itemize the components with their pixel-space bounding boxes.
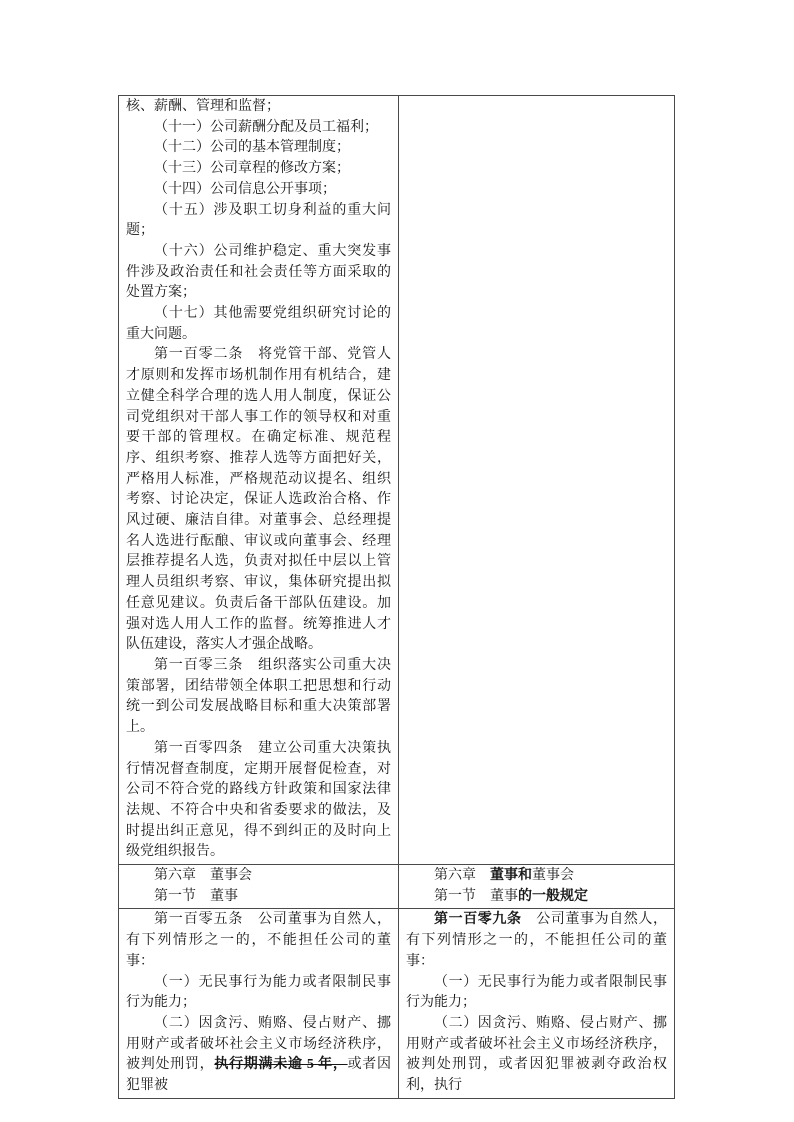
new-version-cell-row2	[399, 865, 675, 909]
table-row-director-article	[119, 909, 675, 1098]
text-run: 第一节 董事	[434, 888, 518, 904]
text-run: （二）因贪污、贿赂、侵占财产、挪用财产或者破坏社会主义市场经济秩序，被判处刑罚，	[126, 1015, 391, 1073]
text-run: 或者因犯罪被	[126, 1057, 392, 1094]
paragraph	[406, 866, 667, 887]
text-run: 第一百零三条 组织落实公司重大决策部署，团结带领全体职工把思想和行动统一到公司发展战略目标和重大决策部署上。	[126, 657, 391, 736]
paragraph	[126, 118, 391, 139]
text-run: 第一百零五条 公司董事为自然人，有下列情形之一的，不能担任公司的董事：	[126, 912, 391, 969]
text-run: 公司董事为自然人，有下列情形之一的，不能担任公司的董事：	[406, 912, 668, 969]
paragraph	[126, 887, 391, 908]
revised-text-run: 的一般规定	[518, 888, 588, 904]
text-run: （十五）涉及职工切身利益的重大问题；	[126, 202, 391, 239]
paragraph	[126, 345, 391, 656]
text-run: （一）无民事行为能力或者限制民事行为能力；	[406, 974, 667, 1011]
paragraph	[126, 97, 391, 118]
paragraph	[126, 242, 391, 304]
text-run: 第六章	[434, 868, 490, 884]
paragraph	[126, 159, 391, 180]
text-run: 第六章 董事会	[154, 868, 252, 884]
paragraph	[126, 180, 391, 201]
new-version-cell-row1	[399, 96, 675, 865]
old-version-cell-row1	[119, 96, 399, 865]
revised-text-run: 董事和	[490, 868, 532, 884]
paragraph	[406, 910, 667, 972]
paragraph	[126, 739, 391, 863]
new-version-cell-row3	[399, 909, 675, 1098]
text-run: （十一）公司薪酬分配及员工福利；	[154, 119, 378, 135]
text-run: 董事会	[532, 868, 574, 884]
paragraph	[126, 910, 391, 972]
table-row-chapter-heading	[119, 865, 675, 909]
text-run: 第一百零二条 将党管干部、党管人才原则和发挥市场机制作用有机结合，建立健全科学合理的选人用人制度，保证公司党组织对干部人事工作的领导权和对重要干部的管理权。在确定标准、规范程序、组织考察、推荐人选等方面把好关，严格用人标准，严格规范动议提名、组织考察、讨论决定，保证人选政治合格、作风过硬、廉洁自律。对董事会、总经理提名人选进行酝酿、审议或向董事会、经理层推荐提名人选，负责对拟任中层以上管理人员组织考察、审议，集体研究提出拟任意见建议。负责后备干部队伍建设。加强对选人用人工作的监督。统筹推进人才队伍建设，落实人才强企战略。	[126, 347, 391, 653]
text-run: 第一节 董事	[154, 888, 238, 904]
deleted-text-run: 执行期满未逾 5 年，	[214, 1057, 348, 1073]
paragraph	[406, 887, 667, 908]
old-version-cell-row2	[119, 865, 399, 909]
paragraph	[406, 973, 667, 1014]
text-run: 第一百零四条 建立公司重大决策执行情况督查制度，定期开展督促检查，对公司不符合党的路线方针政策和国家法律法规、不符合中央和省委要求的做法，及时提出纠正意见，得不到纠正的及时向上级党组织报告。	[126, 740, 391, 860]
comparison-table	[118, 95, 675, 1099]
table-row-party-organization	[119, 96, 675, 865]
revised-text-run: 第一百零九条	[434, 912, 522, 928]
paragraph	[406, 1014, 667, 1097]
text-run: （一）无民事行为能力或者限制民事行为能力；	[126, 974, 391, 1011]
paragraph	[126, 138, 391, 159]
paragraph	[126, 656, 391, 739]
text-run: （十六）公司维护稳定、重大突发事件涉及政治责任和社会责任等方面采取的处置方案；	[126, 243, 391, 301]
text-run: （十七）其他需要党组织研究讨论的重大问题。	[126, 306, 391, 342]
paragraph	[126, 1014, 391, 1097]
paragraph	[126, 973, 391, 1014]
text-run: （十三）公司章程的修改方案；	[154, 161, 350, 177]
paragraph	[126, 866, 391, 887]
text-run: （二）因贪污、贿赂、侵占财产、挪用财产或者破坏社会主义市场经济秩序，被判处刑罚，或者因犯罪被剥夺政治权利，执行	[406, 1015, 667, 1094]
paragraph	[126, 304, 391, 345]
text-run: （十二）公司的基本管理制度；	[154, 140, 350, 156]
text-run: 核、薪酬、管理和监督；	[126, 99, 280, 114]
text-run: （十四）公司信息公开事项；	[154, 181, 336, 197]
paragraph	[126, 201, 391, 242]
old-version-cell-row3	[119, 909, 399, 1098]
